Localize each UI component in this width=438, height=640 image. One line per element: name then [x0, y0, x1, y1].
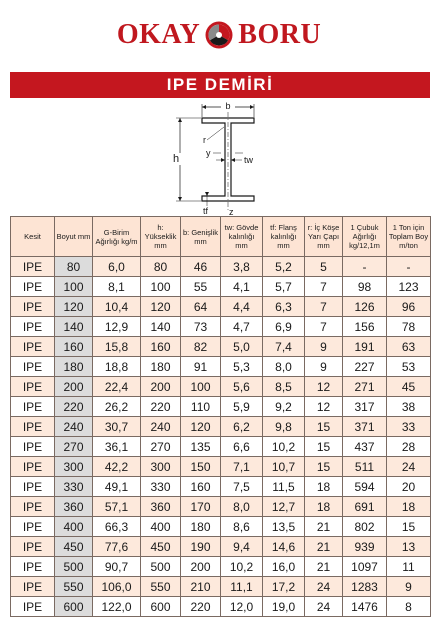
table-cell: 511: [343, 457, 387, 477]
table-cell: 106,0: [93, 577, 141, 597]
table-row: [11, 317, 431, 337]
table-cell: 15: [305, 457, 343, 477]
boyut-cell: 140: [55, 317, 93, 337]
table-cell: 30,7: [93, 417, 141, 437]
table-cell: 500: [141, 557, 181, 577]
table-cell: 8,5: [263, 377, 305, 397]
table-cell: 73: [181, 317, 221, 337]
table-row: [11, 517, 431, 537]
table-cell: 240: [141, 417, 181, 437]
table-cell: 126: [343, 297, 387, 317]
b-label: b: [225, 101, 231, 111]
table-cell: 11,5: [263, 477, 305, 497]
table-cell: 26,2: [93, 397, 141, 417]
boyut-cell: 500: [55, 557, 93, 577]
table-cell: 600: [141, 597, 181, 617]
table-cell: 18,8: [93, 357, 141, 377]
table-cell: 360: [141, 497, 181, 517]
table-cell: 200: [181, 557, 221, 577]
table-cell: 317: [343, 397, 387, 417]
table-cell: 691: [343, 497, 387, 517]
table-cell: 1476: [343, 597, 387, 617]
table-cell: 150: [181, 457, 221, 477]
table-cell: 17,2: [263, 577, 305, 597]
table-cell: 1283: [343, 577, 387, 597]
table-cell: 22,4: [93, 377, 141, 397]
table-cell: 300: [141, 457, 181, 477]
table-cell: 21: [305, 517, 343, 537]
table-cell: 4,7: [221, 317, 263, 337]
h-label: h: [172, 153, 180, 165]
column-header: tf: Flanş kalınlığı mm: [263, 217, 305, 257]
table-row: [11, 337, 431, 357]
boyut-cell: 180: [55, 357, 93, 377]
boyut-cell: 80: [55, 257, 93, 277]
table-cell: 15: [387, 517, 431, 537]
boyut-cell: 550: [55, 577, 93, 597]
table-cell: 78: [387, 317, 431, 337]
boyut-cell: 240: [55, 417, 93, 437]
table-cell: 5,7: [263, 277, 305, 297]
boyut-cell: 400: [55, 517, 93, 537]
table-cell: 10,2: [263, 437, 305, 457]
table-cell: 9: [305, 337, 343, 357]
table-cell: 33: [387, 417, 431, 437]
r-label: r: [203, 135, 206, 145]
table-cell: 13: [387, 537, 431, 557]
z-label: z: [229, 207, 234, 216]
logo-swirl-icon: [204, 20, 234, 50]
tw-label: tw: [244, 155, 253, 165]
ipe-specs-table: [10, 216, 431, 617]
table-cell: 8,0: [221, 497, 263, 517]
table-cell: 12,0: [221, 597, 263, 617]
table-cell: 9,2: [263, 397, 305, 417]
table-cell: 6,9: [263, 317, 305, 337]
table-cell: 7: [305, 277, 343, 297]
table-cell: 18: [387, 497, 431, 517]
table-cell: 7,5: [221, 477, 263, 497]
table-row: [11, 457, 431, 477]
column-header: 1 Ton için Toplam Boy m/ton: [387, 217, 431, 257]
table-cell: 12,7: [263, 497, 305, 517]
table-cell: 7,4: [263, 337, 305, 357]
table-row: [11, 377, 431, 397]
table-cell: 9,8: [263, 417, 305, 437]
boyut-cell: 360: [55, 497, 93, 517]
table-cell: 400: [141, 517, 181, 537]
table-cell: IPE: [11, 277, 55, 297]
ipe-cross-section-diagram: [158, 98, 298, 216]
table-cell: 594: [343, 477, 387, 497]
table-cell: 191: [343, 337, 387, 357]
table-cell: 9: [387, 577, 431, 597]
table-cell: 46: [181, 257, 221, 277]
table-row: [11, 497, 431, 517]
table-row: [11, 577, 431, 597]
table-cell: 63: [387, 337, 431, 357]
column-header: b: Genişlik mm: [181, 217, 221, 257]
table-cell: 12: [305, 397, 343, 417]
table-cell: IPE: [11, 497, 55, 517]
table-cell: 4,4: [221, 297, 263, 317]
table-cell: 140: [141, 317, 181, 337]
table-cell: 330: [141, 477, 181, 497]
table-cell: 18: [305, 497, 343, 517]
table-cell: 227: [343, 357, 387, 377]
table-cell: 57,1: [93, 497, 141, 517]
table-cell: 271: [343, 377, 387, 397]
table-cell: 9: [305, 357, 343, 377]
boyut-cell: 330: [55, 477, 93, 497]
table-cell: IPE: [11, 297, 55, 317]
table-cell: 11: [387, 557, 431, 577]
table-cell: 6,6: [221, 437, 263, 457]
table-row: [11, 297, 431, 317]
table-cell: 7: [305, 297, 343, 317]
table-row: [11, 277, 431, 297]
column-header: tw: Gövde kalınlığı mm: [221, 217, 263, 257]
boyut-cell: 200: [55, 377, 93, 397]
logo-word-right: BORU: [238, 19, 322, 50]
table-cell: 19,0: [263, 597, 305, 617]
boyut-cell: 120: [55, 297, 93, 317]
column-header: Boyut mm: [55, 217, 93, 257]
boyut-cell: 300: [55, 457, 93, 477]
table-row: [11, 537, 431, 557]
table-cell: IPE: [11, 437, 55, 457]
table-cell: 180: [181, 517, 221, 537]
table-cell: 64: [181, 297, 221, 317]
table-cell: 120: [181, 417, 221, 437]
table-cell: 13,5: [263, 517, 305, 537]
table-cell: 100: [141, 277, 181, 297]
table-cell: 66,3: [93, 517, 141, 537]
table-cell: IPE: [11, 577, 55, 597]
table-cell: 450: [141, 537, 181, 557]
table-cell: 200: [141, 377, 181, 397]
table-cell: 90,7: [93, 557, 141, 577]
boyut-cell: 220: [55, 397, 93, 417]
table-cell: 4,1: [221, 277, 263, 297]
table-cell: 24: [305, 577, 343, 597]
boyut-cell: 450: [55, 537, 93, 557]
table-cell: 6,0: [93, 257, 141, 277]
table-cell: 122,0: [93, 597, 141, 617]
table-cell: 437: [343, 437, 387, 457]
table-cell: 220: [141, 397, 181, 417]
table-body: [11, 257, 431, 617]
table-cell: 80: [141, 257, 181, 277]
table-cell: 123: [387, 277, 431, 297]
table-cell: 802: [343, 517, 387, 537]
table-cell: 38: [387, 397, 431, 417]
table-row: [11, 357, 431, 377]
table-cell: IPE: [11, 537, 55, 557]
table-cell: IPE: [11, 377, 55, 397]
table-cell: 210: [181, 577, 221, 597]
table-cell: 9,4: [221, 537, 263, 557]
table-cell: 6,2: [221, 417, 263, 437]
table-cell: 98: [343, 277, 387, 297]
table-cell: IPE: [11, 477, 55, 497]
column-header: Kesit: [11, 217, 55, 257]
table-cell: 270: [141, 437, 181, 457]
table-cell: 5,9: [221, 397, 263, 417]
table-cell: IPE: [11, 517, 55, 537]
table-cell: 15: [305, 437, 343, 457]
table-cell: 110: [181, 397, 221, 417]
table-cell: 16,0: [263, 557, 305, 577]
table-cell: 11,1: [221, 577, 263, 597]
table-cell: 12: [305, 377, 343, 397]
table-cell: 160: [141, 337, 181, 357]
table-row: [11, 557, 431, 577]
table-cell: 220: [181, 597, 221, 617]
table-cell: 55: [181, 277, 221, 297]
table-cell: 10,7: [263, 457, 305, 477]
table-row: [11, 257, 431, 277]
table-cell: 24: [305, 597, 343, 617]
table-header-row: [11, 217, 431, 257]
table-cell: 45: [387, 377, 431, 397]
table-row: [11, 477, 431, 497]
table-cell: 7,1: [221, 457, 263, 477]
table-cell: 82: [181, 337, 221, 357]
y-label: y: [206, 148, 211, 158]
table-cell: 100: [181, 377, 221, 397]
table-cell: IPE: [11, 397, 55, 417]
table-cell: 180: [141, 357, 181, 377]
table-cell: 8: [387, 597, 431, 617]
table-cell: 6,3: [263, 297, 305, 317]
company-logo: [0, 18, 438, 52]
page-title: IPE DEMİRİ: [166, 75, 274, 94]
column-header: h: Yükseklik mm: [141, 217, 181, 257]
table-cell: IPE: [11, 337, 55, 357]
column-header: G-Birim Ağırlığı kg/m: [93, 217, 141, 257]
table-cell: 96: [387, 297, 431, 317]
table-cell: 21: [305, 557, 343, 577]
table-cell: IPE: [11, 257, 55, 277]
table-cell: 20: [387, 477, 431, 497]
table-cell: 53: [387, 357, 431, 377]
table-cell: 10,4: [93, 297, 141, 317]
table-cell: -: [387, 257, 431, 277]
table-cell: IPE: [11, 597, 55, 617]
tf-label: tf: [203, 206, 209, 216]
table-cell: 3,8: [221, 257, 263, 277]
boyut-cell: 600: [55, 597, 93, 617]
table-cell: 7: [305, 317, 343, 337]
table-cell: 170: [181, 497, 221, 517]
table-cell: 24: [387, 457, 431, 477]
table-cell: 15: [305, 417, 343, 437]
table-cell: 1097: [343, 557, 387, 577]
column-header: 1 Çubuk Ağırlığı kg/12,1m: [343, 217, 387, 257]
title-bar: [10, 72, 430, 98]
table-cell: 28: [387, 437, 431, 457]
logo-word-left: OKAY: [116, 19, 201, 50]
table-cell: 12,9: [93, 317, 141, 337]
table-cell: IPE: [11, 357, 55, 377]
table-row: [11, 597, 431, 617]
table-row: [11, 437, 431, 457]
table-cell: -: [343, 257, 387, 277]
table-cell: 120: [141, 297, 181, 317]
table-cell: 5: [305, 257, 343, 277]
table-cell: 14,6: [263, 537, 305, 557]
table-cell: 939: [343, 537, 387, 557]
table-cell: 10,2: [221, 557, 263, 577]
table-cell: 156: [343, 317, 387, 337]
boyut-cell: 100: [55, 277, 93, 297]
table-cell: 21: [305, 537, 343, 557]
table-cell: 91: [181, 357, 221, 377]
boyut-cell: 160: [55, 337, 93, 357]
boyut-cell: 270: [55, 437, 93, 457]
table-cell: 5,2: [263, 257, 305, 277]
table-cell: 5,3: [221, 357, 263, 377]
table-cell: 18: [305, 477, 343, 497]
table-cell: 5,6: [221, 377, 263, 397]
table-row: [11, 397, 431, 417]
table-cell: IPE: [11, 317, 55, 337]
table-cell: 8,1: [93, 277, 141, 297]
table-cell: 8,0: [263, 357, 305, 377]
table-cell: 15,8: [93, 337, 141, 357]
table-cell: 550: [141, 577, 181, 597]
column-header: r: İç Köşe Yarı Çapı mm: [305, 217, 343, 257]
table-cell: 135: [181, 437, 221, 457]
table-cell: 49,1: [93, 477, 141, 497]
table-cell: 160: [181, 477, 221, 497]
table-cell: 36,1: [93, 437, 141, 457]
table-cell: 5,0: [221, 337, 263, 357]
table-cell: 42,2: [93, 457, 141, 477]
table-cell: 371: [343, 417, 387, 437]
table-cell: 8,6: [221, 517, 263, 537]
table-cell: 190: [181, 537, 221, 557]
table-cell: IPE: [11, 557, 55, 577]
ipe-specs-table-container: [10, 216, 430, 617]
table-cell: 77,6: [93, 537, 141, 557]
table-row: [11, 417, 431, 437]
table-cell: IPE: [11, 457, 55, 477]
table-cell: IPE: [11, 417, 55, 437]
